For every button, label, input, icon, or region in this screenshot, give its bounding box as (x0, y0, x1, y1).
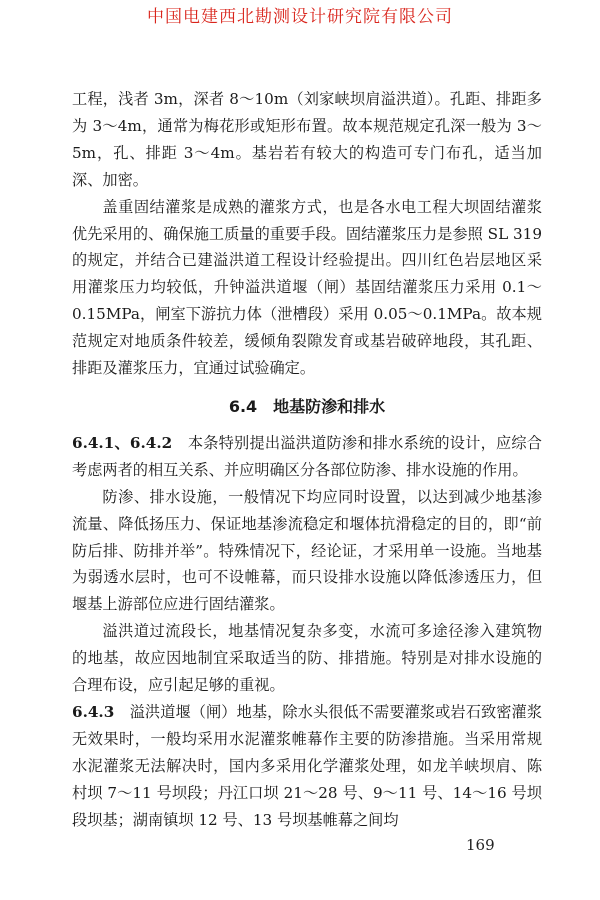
clause-text: 溢洪道堰（闸）地基，除水头很低不需要灌浆或岩石致密灌浆无效果时，一般均采用水泥灌浆帷幕作主要的防渗措施。当采用常规水泥灌浆无法解决时，国内多采用化学灌浆处理，如龙羊峡坝肩、陈村坝 7～11 号坝段；丹江口坝 21～28 号、9～11 号、14～16 号坝段坝基；湖南镇坝 12 号、13 号坝基帷幕之间均 (72, 702, 542, 829)
clause-number: 6.4.3 (72, 702, 115, 721)
clause-6-4-3 (72, 699, 542, 834)
clause-number: 6.4.1、6.4.2 (72, 433, 173, 452)
paragraph-drainage: 溢洪道过流段长，地基情况复杂多变，水流可多途径渗入建筑物的地基，故应因地制宜采取适当的防、排措施。特别是对排水设施的合理布设，应引起足够的重视。 (72, 622, 542, 695)
publisher-watermark: 中国电建西北勘测设计研究院有限公司 (147, 7, 453, 27)
clause-text: 本条特别提出溢洪道防渗和排水系统的设计，应综合考虑两者的相互关系、并应明确区分各部位防渗、排水设施的作用。 (72, 433, 542, 479)
page-body (72, 86, 542, 833)
paragraph-grouting: 盖重固结灌浆是成熟的灌浆方式，也是各水电工程大坝固结灌浆优先采用的、确保施工质量的重要手段。固结灌浆压力是参照 SL 319 的规定，并结合已建溢洪道工程设计经验提出。四川红色岩层地区采用灌浆压力均较低，升钟溢洪道堰（闸）基固结灌浆压力采用 0.1～0.15MPa，闸室下游抗力体（泄槽段）采用 0.05～0.1MPa。故本规范规定对地质条件较差，缓倾角裂隙发育或基岩破碎地段，其孔距、排距及灌浆压力，宜通过试验确定。 (72, 197, 542, 378)
section-heading: 6.4 地基防渗和排水 (228, 396, 386, 416)
page-number: 169 (466, 836, 495, 854)
paragraph-continued: 工程，浅者 3m，深者 8～10m（刘家峡坝肩溢洪道）。孔距、排距多为 3～4m，通常为梅花形或矩形布置。故本规范规定孔深一般为 3～5m，孔、排距 3～4m。基岩若有较大的构造可专门布孔，适当加深、加密。 (72, 90, 542, 189)
clause-6-4-1 (72, 430, 542, 484)
paragraph-seepage: 防渗、排水设施，一般情况下均应同时设置，以达到减少地基渗流量、降低扬压力、保证地基渗流稳定和堰体抗滑稳定的目的，即“前防后排、防排并举”。特殊情况下，经论证，才采用单一设施。当地基为弱透水层时，也可不设帷幕，而只设排水设施以降低渗透压力，但堰基上游部位应进行固结灌浆。 (72, 487, 542, 614)
